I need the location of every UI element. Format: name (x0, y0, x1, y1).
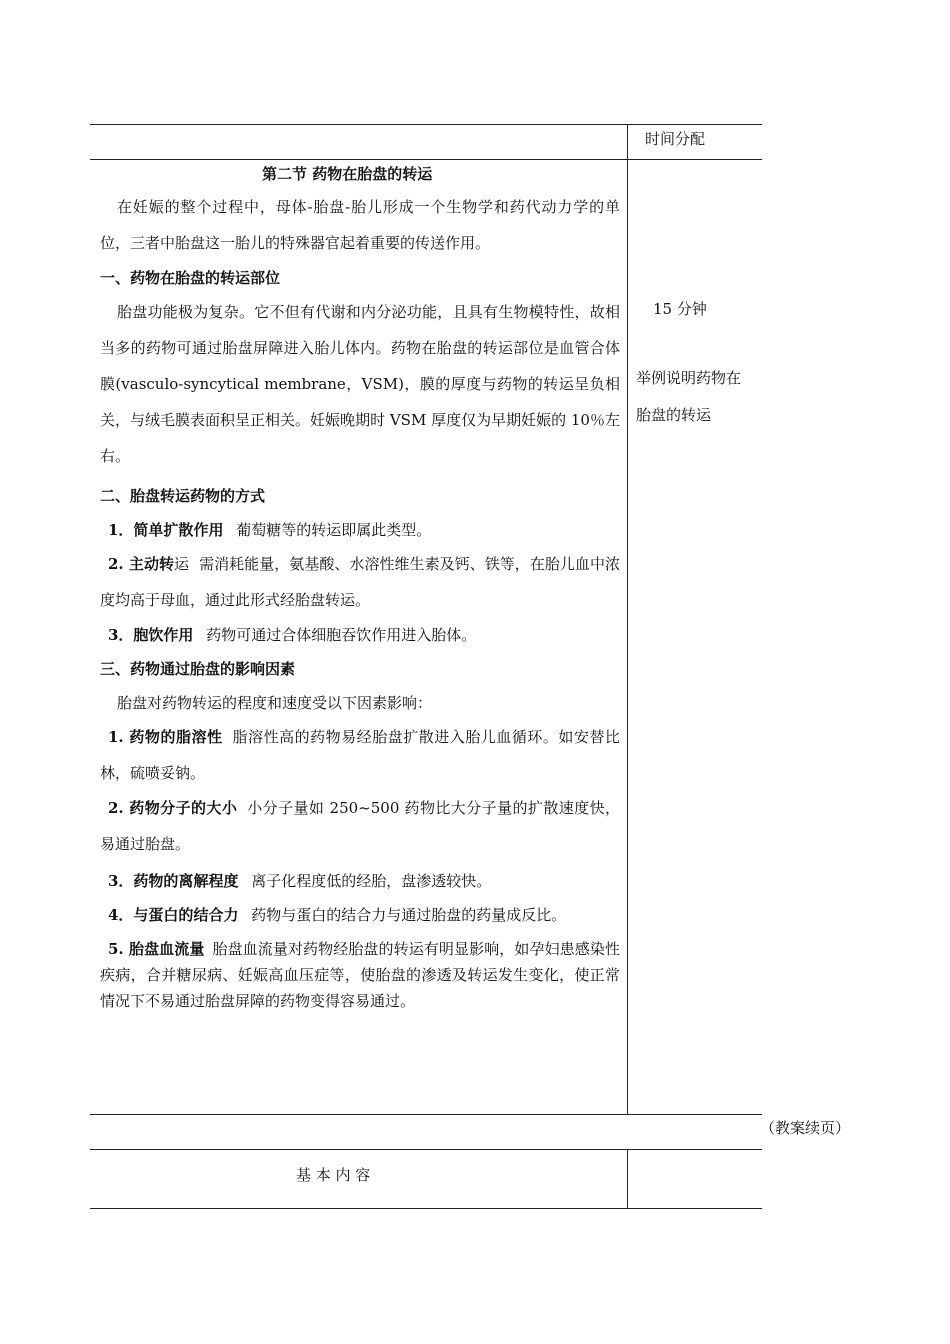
side-note-line-1: 举例说明药物在 (636, 369, 742, 387)
factor-5-title: 5. 胎盘血流量 (108, 940, 205, 958)
side-note-line-2: 胎盘的转运 (636, 406, 712, 424)
factor-1-paragraph (100, 719, 620, 791)
time-value: 15 分钟 (653, 300, 707, 318)
factor-5 (100, 936, 620, 1014)
factor-2-text: 小分子量如 250~500 药物比大分子量的扩散速度快，易通过胎盘。 (100, 799, 620, 853)
part2-heading: 二、胎盘转运药物的方式 (100, 487, 266, 505)
time-allocation-header: 时间分配 (645, 130, 706, 148)
part1-heading: 一、药物在胎盘的转运部位 (100, 269, 281, 287)
continued-table-top-rule (90, 1149, 762, 1150)
part3-heading: 三、药物通过胎盘的影响因素 (100, 660, 296, 678)
continued-label: （教案续页） (760, 1119, 851, 1137)
part1-paragraph: 胎盘功能极为复杂。它不但有代谢和内分泌功能，且具有生物模特性，故相当多的药物可通过胎盘屏障进入胎儿体内。药物在胎盘的转运部位是血管合体膜(vasculo-syncytical membrane，VSM)，膜的厚度与药物的转运呈负相关，与绒毛膜表面积呈正相关。妊娠晚期时 VSM 厚度仅为早期妊娠的 10％左右。 (100, 303, 620, 465)
factor-5-paragraph (100, 936, 620, 1014)
factor-1 (100, 719, 620, 791)
method-item-2-paragraph (100, 546, 620, 618)
method-item-3-title: 3．胞饮作用 (108, 626, 194, 644)
factor-3-title: 3．药物的离解程度 (108, 872, 239, 890)
method-item-1-text: 葡萄糖等的转运即属此类型。 (236, 521, 432, 539)
continued-table-bottom-rule (90, 1208, 762, 1209)
factor-2-paragraph (100, 790, 620, 862)
factor-2 (100, 790, 620, 862)
part1-body (100, 294, 620, 474)
factor-5-text: 胎盘血流量对药物经胎盘的转运有明显影响，如孕妇患感染性疾病，合并糖尿病、妊娠高血压症等，使胎盘的渗透及转运发生变化，使正常情况下不易通过胎盘屏障的药物变得容易通过。 (100, 940, 620, 1010)
section-title: 第二节 药物在胎盘的转运 (262, 165, 433, 183)
table-bottom-rule (90, 1114, 762, 1115)
factor-4-text: 药物与蛋白的结合力与通过胎盘的药量成反比。 (251, 906, 567, 924)
factor-4-title: 4．与蛋白的结合力 (108, 906, 239, 924)
method-item-1-title: 1．简单扩散作用 (108, 521, 224, 539)
table-top-rule (90, 124, 762, 125)
basic-content-label: 基 本 内 容 (296, 1166, 371, 1184)
factor-1-text: 脂溶性高的药物易经胎盘扩散进入胎儿血循环。如安替比林，硫喷妥钠。 (100, 728, 620, 782)
header-bottom-rule (90, 159, 762, 160)
continued-column-divider (627, 1149, 628, 1208)
factor-3 (108, 871, 491, 891)
method-item-2-title-tail: 运 (174, 555, 190, 573)
method-item-3 (108, 625, 476, 645)
column-divider (627, 124, 628, 1114)
method-item-1 (108, 520, 431, 540)
method-item-3-text: 药物可通过合体细胞吞饮作用进入胎体。 (206, 626, 477, 644)
method-item-2-text: 需消耗能量，氨基酸、水溶性维生素及钙、铁等，在胎儿血中浓度均高于母血，通过此形式经胎盘转运。 (100, 555, 620, 609)
section-intro (100, 189, 620, 261)
factor-1-title: 1. 药物的脂溶性 (108, 728, 223, 746)
method-item-2 (100, 546, 620, 618)
method-item-2-title: 2. 主动转 (108, 555, 175, 573)
factor-4 (108, 905, 566, 925)
factor-2-title: 2. 药物分子的大小 (108, 799, 238, 817)
factor-3-text: 离子化程度低的经胎，盘渗透较快。 (251, 872, 492, 890)
part3-intro: 胎盘对药物转运的程度和速度受以下因素影响： (117, 694, 433, 712)
intro-paragraph: 在妊娠的整个过程中，母体-胎盘-胎儿形成一个生物学和药代动力学的单位，三者中胎盘这一胎儿的特殊器官起着重要的传送作用。 (100, 198, 620, 252)
